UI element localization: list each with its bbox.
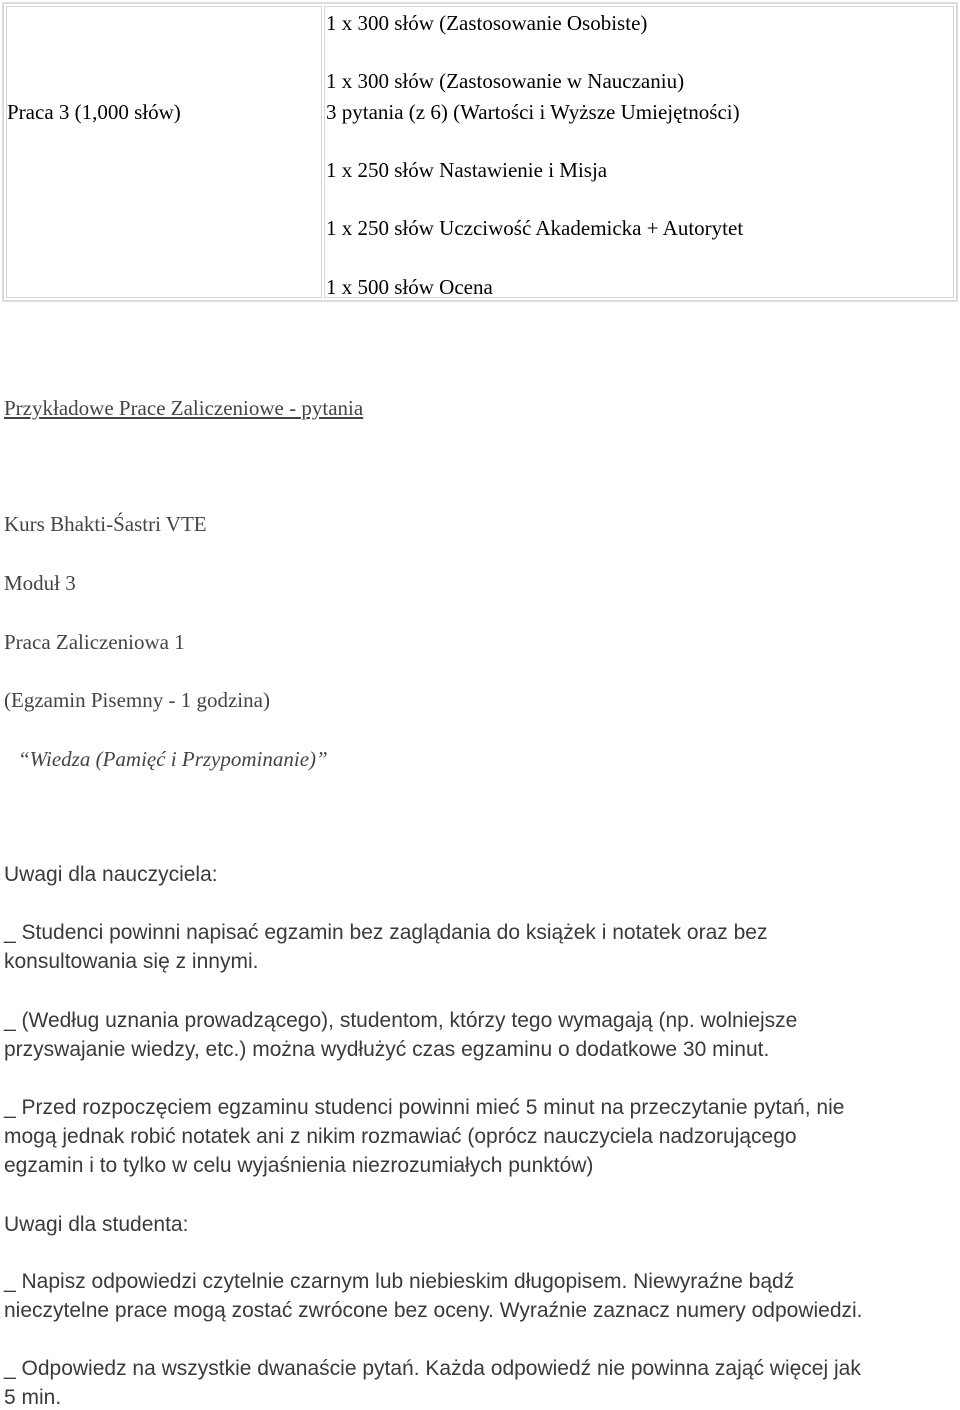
knowledge-title: “Wiedza (Pamięć i Przypominanie)” — [18, 747, 328, 771]
teacher-note-line: egzamin i to tylko w celu wyjaśnienia niezrozumiałych punktów) — [4, 1154, 594, 1177]
table-right-cell — [324, 6, 954, 298]
student-note-line: 5 min. — [4, 1386, 62, 1409]
assessment-table — [2, 2, 958, 302]
module-name: Moduł 3 — [4, 571, 76, 595]
work-title: Praca Zaliczeniowa 1 — [4, 630, 185, 654]
table-row: 1 x 250 słów Uczciwość Akademicka + Autorytet — [326, 216, 744, 240]
section-heading: Przykładowe Prace Zaliczeniowe - pytania — [4, 396, 364, 420]
student-notes-title: Uwagi dla studenta: — [4, 1213, 189, 1236]
table-left-cell — [6, 6, 322, 298]
student-note-line: nieczytelne prace mogą zostać zwrócone bez oceny. Wyraźnie zaznacz numery odpowiedzi. — [4, 1299, 863, 1322]
table-row: 1 x 500 słów Ocena — [326, 275, 493, 299]
student-note-line: _ Odpowiedz na wszystkie dwanaście pytań. Każda odpowiedź nie powinna zająć więcej jak — [4, 1357, 861, 1380]
table-row: 1 x 250 słów Nastawienie i Misja — [326, 158, 608, 182]
course-name: Kurs Bhakti-Śastri VTE — [4, 512, 207, 536]
teacher-notes-title: Uwagi dla nauczyciela: — [4, 863, 218, 886]
table-left-label: Praca 3 (1,000 słów) — [7, 100, 181, 124]
teacher-note-line: konsultowania się z innymi. — [4, 950, 259, 973]
teacher-note-line: _ (Według uznania prowadzącego), studentom, którzy tego wymagają (np. wolniejsze — [4, 1009, 798, 1032]
exam-info: (Egzamin Pisemny - 1 godzina) — [4, 688, 270, 712]
table-row: 1 x 300 słów (Zastosowanie Osobiste) — [326, 11, 648, 35]
teacher-note-line: _ Studenci powinni napisać egzamin bez zaglądania do książek i notatek oraz bez — [4, 921, 768, 944]
teacher-note-line: przyswajanie wiedzy, etc.) można wydłużyć czas egzaminu o dodatkowe 30 minut. — [4, 1038, 770, 1061]
teacher-note-line: _ Przed rozpoczęciem egzaminu studenci powinni mieć 5 minut na przeczytanie pytań, nie — [4, 1096, 845, 1119]
table-row: 1 x 300 słów (Zastosowanie w Nauczaniu) — [326, 69, 685, 93]
teacher-note-line: mogą jednak robić notatek ani z nikim rozmawiać (oprócz nauczyciela nadzorującego — [4, 1125, 797, 1148]
table-row: 3 pytania (z 6) (Wartości i Wyższe Umiejętności) — [326, 100, 740, 124]
student-note-line: _ Napisz odpowiedzi czytelnie czarnym lub niebieskim długopisem. Niewyraźne bądź — [4, 1270, 795, 1293]
